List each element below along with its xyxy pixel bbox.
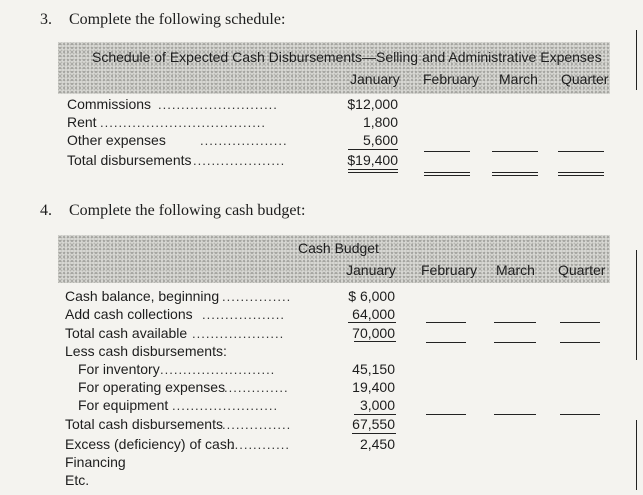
page-edge-mark — [636, 30, 637, 90]
subtotal-rule — [348, 322, 396, 323]
question-3-number: 3. — [40, 11, 52, 28]
leader-dots: ............. — [230, 437, 290, 452]
answer-blank-line — [492, 151, 538, 152]
question-4-instruction: Complete the following cash budget: — [69, 202, 306, 219]
leader-dots: ....................... — [172, 398, 279, 413]
budget-row-label: Total cash disbursements — [65, 416, 223, 432]
budget-row-january-value: 19,400 — [352, 379, 395, 395]
answer-blank-line — [426, 342, 466, 343]
schedule-row-label: Commissions — [67, 96, 152, 112]
schedule-row-january-value: 5,600 — [362, 132, 398, 148]
budget-row-label: Financing — [65, 454, 126, 470]
answer-blank-line — [426, 322, 466, 323]
leader-dots: ............... — [222, 417, 292, 432]
schedule-row-label: Rent — [67, 114, 97, 130]
schedule-row-label: Total disbursements — [67, 152, 192, 168]
page-edge-mark — [636, 420, 637, 490]
budget-row-label: Add cash collections — [65, 306, 193, 322]
budget-row-label: For inventory — [78, 361, 160, 377]
budget-row-label: Total cash available — [65, 325, 188, 341]
schedule-col-february: February — [423, 71, 480, 87]
budget-col-march: March — [496, 262, 535, 278]
schedule-row-january-value: $19,400 — [347, 152, 398, 168]
subtotal-rule — [348, 149, 398, 150]
budget-row-january-value: 3,000 — [359, 397, 395, 413]
answer-blank-line — [560, 414, 600, 415]
leader-dots: .................... — [193, 153, 286, 168]
cash-budget-title: Cash Budget — [298, 240, 379, 256]
subtotal-rule — [354, 341, 396, 342]
leader-dots: .......................... — [158, 97, 278, 112]
schedule-row-january-value: 1,800 — [362, 114, 398, 130]
budget-row-january-value: 67,550 — [352, 416, 395, 432]
answer-blank-line — [426, 414, 466, 415]
answer-blank-line — [424, 151, 470, 152]
budget-row-january-value: 64,000 — [352, 306, 395, 322]
budget-row-label: Excess (deficiency) of cash — [65, 436, 235, 452]
total-double-rule — [348, 169, 398, 173]
leader-dots: ......................... — [160, 362, 276, 377]
schedule-row-label: Other expenses — [67, 132, 166, 148]
budget-row-january-value: 2,450 — [359, 436, 395, 452]
question-3-instruction: Complete the following schedule: — [69, 11, 286, 28]
answer-blank-line — [494, 414, 536, 415]
budget-row-label: For equipment — [78, 397, 169, 413]
budget-row-label: Etc. — [65, 472, 90, 488]
page-edge-mark — [636, 250, 637, 360]
leader-dots: .................. — [202, 307, 286, 322]
schedule-col-march: March — [499, 71, 538, 87]
subtotal-rule — [352, 433, 396, 434]
budget-col-quarter: Quarter — [558, 262, 606, 278]
schedule-col-january: January — [350, 71, 400, 87]
answer-blank-line — [494, 322, 536, 323]
schedule-title: Schedule of Expected Cash Disbursements—Selling and Administrative Expenses — [92, 49, 602, 65]
answer-blank-line — [560, 342, 600, 343]
budget-row-january-value: $ 6,000 — [348, 288, 395, 304]
subtotal-rule — [354, 414, 396, 415]
budget-col-february: February — [421, 262, 478, 278]
answer-double-line — [424, 172, 470, 176]
answer-blank-line — [560, 322, 600, 323]
budget-row-label: For operating expenses — [78, 379, 226, 395]
leader-dots: ................... — [200, 133, 288, 148]
budget-row-label: Cash balance, beginning — [65, 288, 220, 304]
leader-dots: .................... — [192, 326, 285, 341]
leader-dots: .................................... — [100, 115, 267, 130]
answer-blank-line — [558, 151, 604, 152]
answer-double-line — [492, 172, 538, 176]
leader-dots: ............... — [222, 289, 292, 304]
budget-col-january: January — [346, 262, 396, 278]
schedule-col-quarter: Quarter — [561, 71, 609, 87]
budget-row-january-value: 70,000 — [352, 325, 395, 341]
budget-row-label: Less cash disbursements: — [65, 343, 227, 359]
question-4-number: 4. — [40, 202, 52, 219]
answer-blank-line — [494, 342, 536, 343]
answer-double-line — [558, 172, 604, 176]
budget-row-january-value: 45,150 — [352, 361, 395, 377]
leader-dots: .............. — [224, 380, 289, 395]
schedule-row-january-value: $12,000 — [347, 96, 398, 112]
